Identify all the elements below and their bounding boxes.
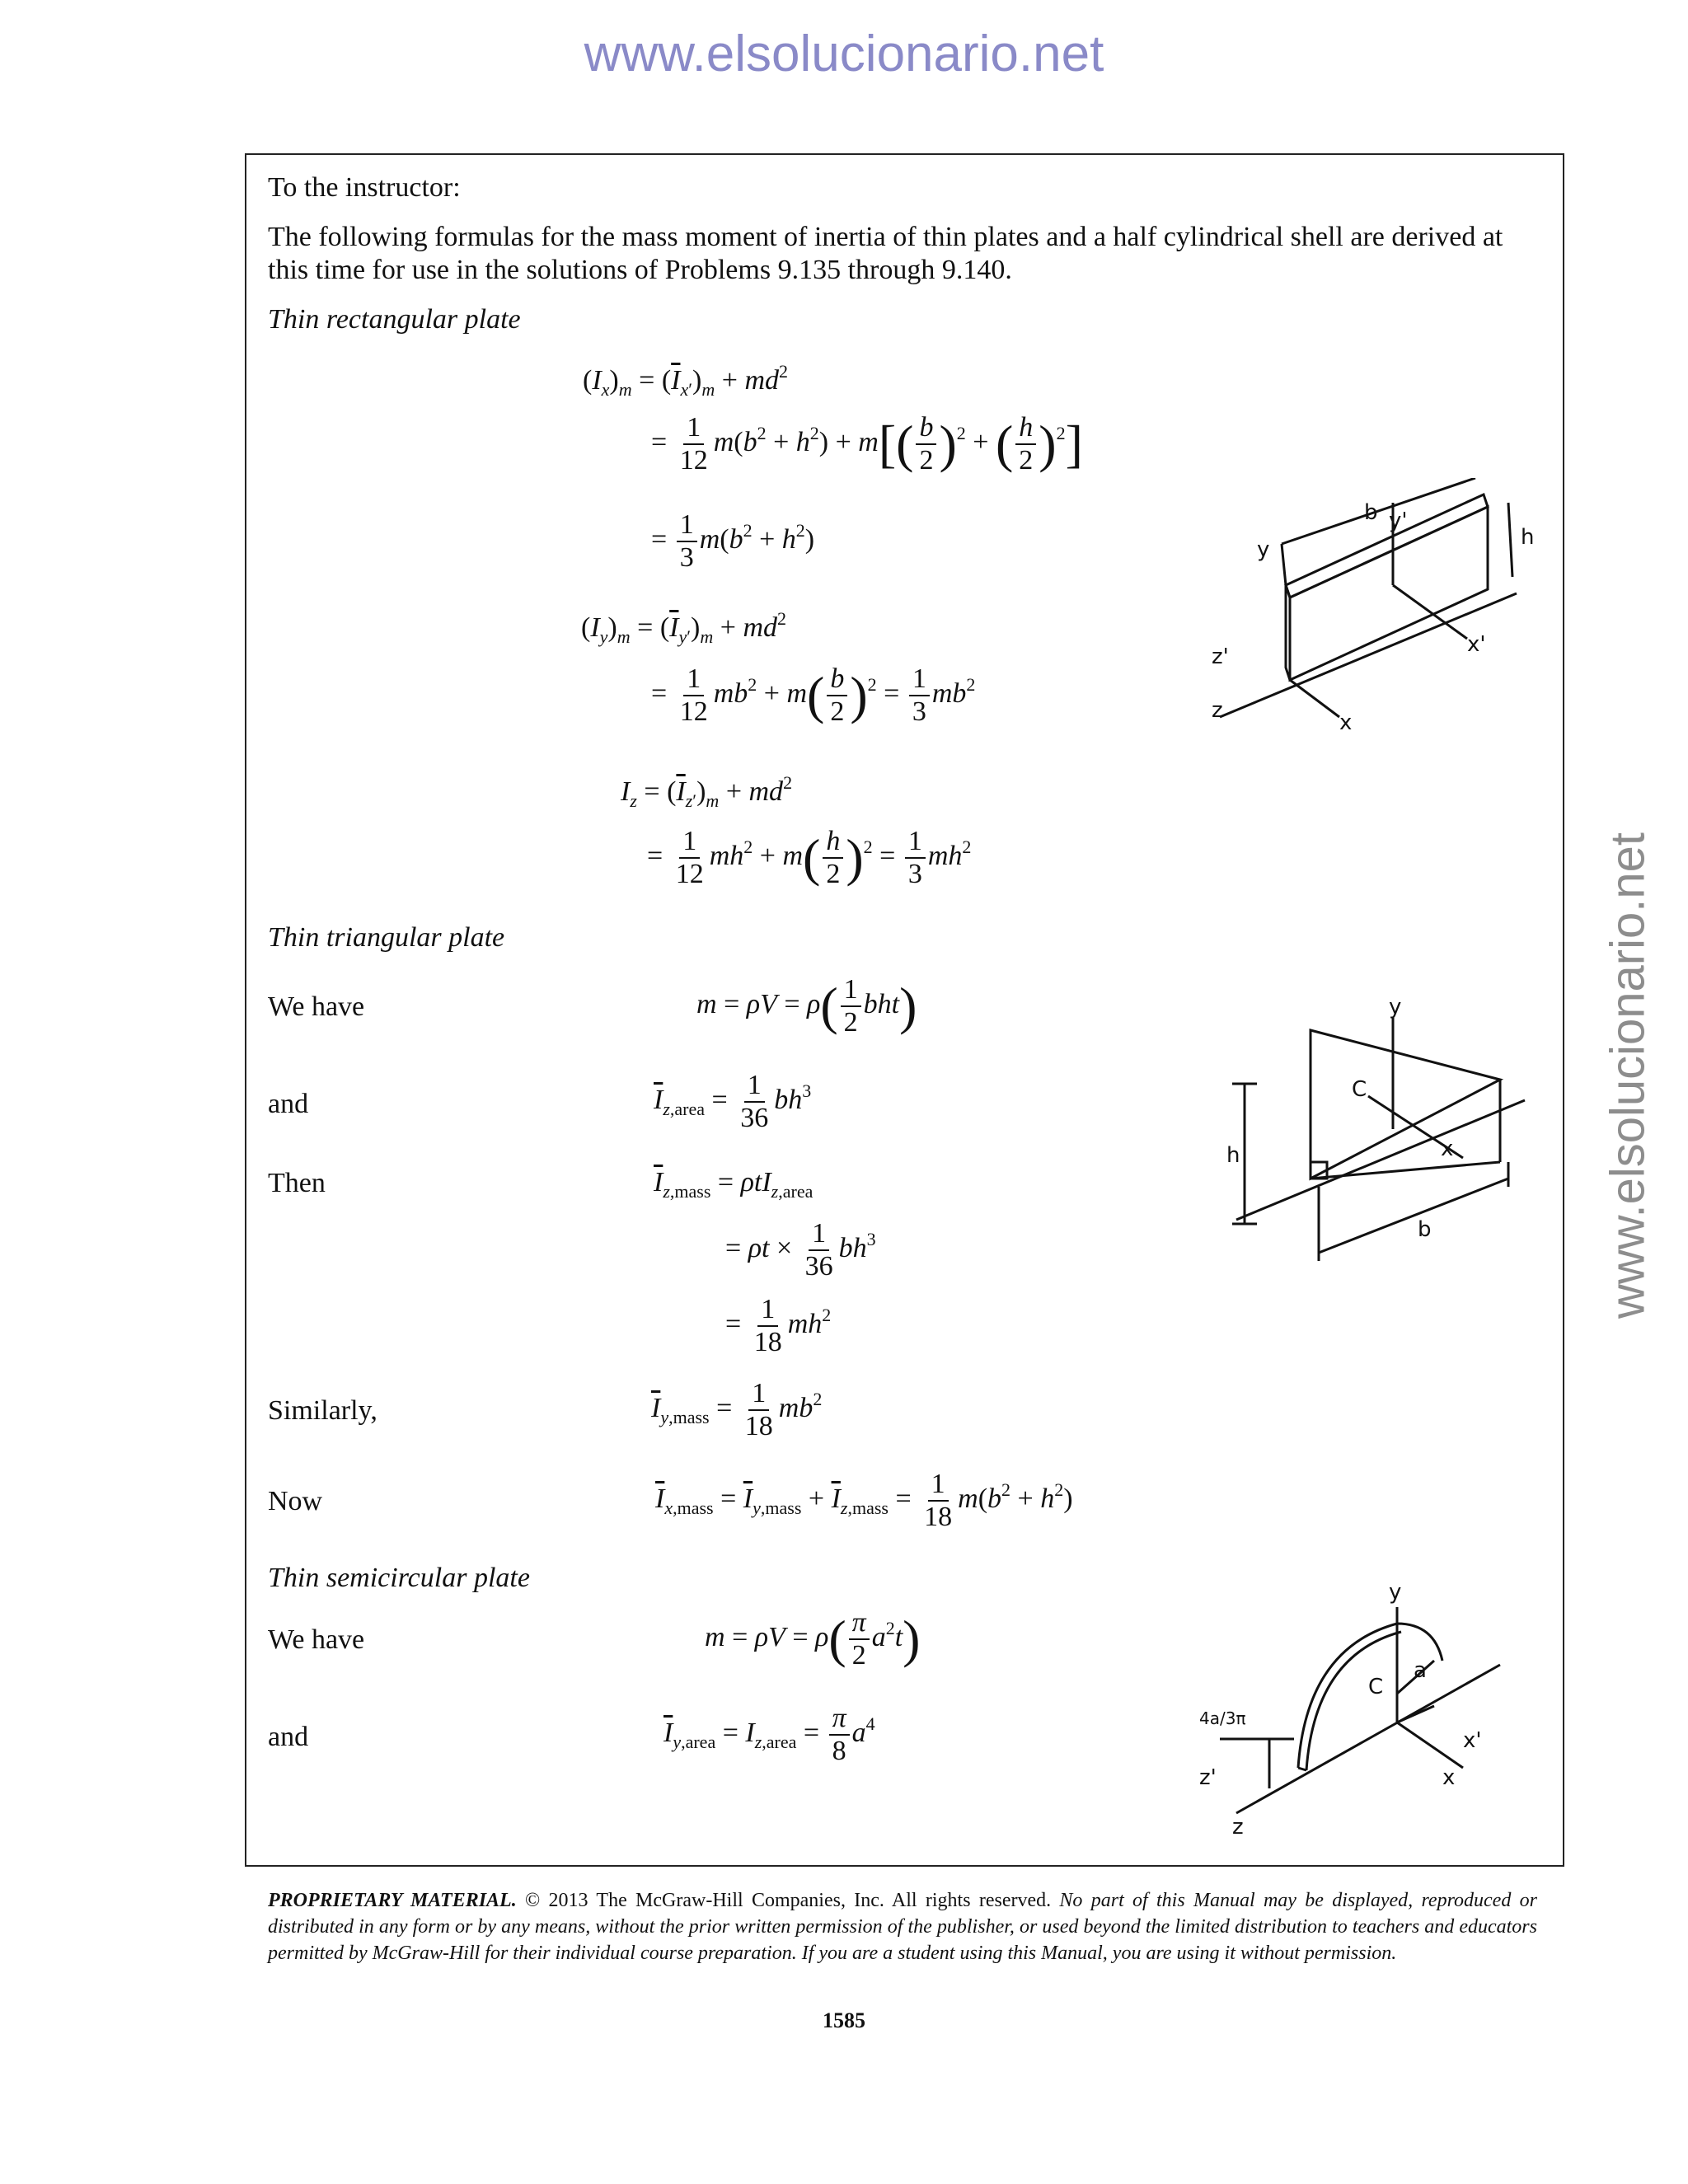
eq-semi-iy-area: $\overline{I}_{y,area} = I_{z,area}$ = $\frac{\pi}{8}$ $a^4$ (663, 1703, 875, 1766)
footer-notice-text: No part of this Manual may be displayed, reproduced or distributed in any form or by any means, without the prior written permission of the publisher, or used beyond the limited distribution to teachers and educators permitted by McGraw-Hill for their individual course preparation. If you are a student using this Manual, you are using it without permission. (268, 1890, 1537, 1964)
eq-tri-iy-mass: $\overline{I}_{y,mass}$ = $\frac{1}{18}$ $mb^2$ (651, 1378, 823, 1441)
label-then: Then (268, 1168, 326, 1198)
section-tri-title: Thin triangular plate (268, 922, 505, 953)
rect-label-h: h (1521, 525, 1535, 550)
page-number: 1585 (823, 2008, 865, 2032)
eq-tri-iz-area: $\overline{I}_{z,area}$ = $\frac{1}{36}$ $bh^3$ (654, 1070, 812, 1133)
eq-rect-iz-1: $I_z = (\overline{I}_{z'})_m + md^2$ (621, 772, 793, 811)
rect-label-y-prime: y' (1389, 509, 1408, 533)
section-semi-title: Thin semicircular plate (268, 1563, 530, 1593)
watermark-side[interactable]: www.elsolucionario.net (1601, 832, 1655, 1319)
semi-label-x: x (1442, 1765, 1456, 1790)
label-and-1: and (268, 1089, 309, 1119)
eq-rect-iy-1: $(I_y)_m = (\overline{I}_{y'})_m + md^2$ (581, 608, 787, 647)
eq-tri-iz-mass-2: = ρt × $\frac{1}{36}$ $bh^3$ (725, 1218, 876, 1282)
eq-rect-ix-3: = $\frac{1}{3}$ $m(b^2 + h^2)$ (651, 509, 815, 573)
rect-label-x-prime: x' (1467, 632, 1486, 657)
semi-label-c: C (1368, 1675, 1384, 1699)
section-rect-title: Thin rectangular plate (268, 304, 521, 335)
tri-plate-figure (1220, 997, 1533, 1277)
footer-bold: PROPRIETARY MATERIAL. (268, 1890, 517, 1911)
eq-rect-iy-2: = $\frac{1}{12}$ $mb^2 + m$( $\frac{b}{2}$ )$^2$ = $\frac{1}{3}$ $mb^2$ (651, 663, 976, 727)
tri-label-x: x (1441, 1137, 1454, 1161)
semi-label-a: a (1414, 1658, 1427, 1683)
intro-paragraph: The following formulas for the mass moment of inertia of thin plates and a half cylindrical shell are derived at this time for use in the solutions of Problems 9.135 through 9.140. (268, 222, 1503, 285)
semi-label-z: z (1232, 1815, 1244, 1840)
footer-notice (268, 1887, 1537, 1966)
rect-label-z: z (1212, 698, 1223, 723)
eq-tri-iz-mass-3: = $\frac{1}{18}$ $mh^2$ (725, 1294, 832, 1357)
eq-tri-ix-mass: $\overline{I}_{x,mass} = \overline{I}_{y,mass} + \overline{I}_{z,mass}$ = $\frac{1}{18}$ $m(b^2 + h^2)$ (655, 1469, 1073, 1532)
eq-rect-ix-2: = $\frac{1}{12}$ $m(b^2 + h^2) + m$[( $\frac{b}{2}$ )$^2$ + ( $\frac{h}{2}$ )$^2$] (651, 412, 1083, 476)
rect-label-z-prime: z' (1212, 644, 1229, 669)
label-similarly: Similarly, (268, 1395, 377, 1426)
rect-label-y: y (1257, 537, 1270, 562)
watermark-top[interactable]: www.elsolucionario.net (584, 26, 1104, 82)
eq-tri-iz-mass-1: $\overline{I}_{z,mass} = \rho tI_{z,area}$ (654, 1167, 814, 1202)
semi-label-y: y (1389, 1582, 1402, 1605)
semi-plate-figure (1195, 1582, 1508, 1846)
label-and-2: and (268, 1722, 309, 1752)
label-now: Now (268, 1486, 323, 1516)
semi-label-z-prime: z' (1199, 1765, 1217, 1790)
tri-label-y: y (1389, 997, 1402, 1019)
footer-copyright: © 2013 The McGraw-Hill Companies, Inc. All rights reserved. (516, 1890, 1060, 1911)
label-we-have-2: We have (268, 1624, 365, 1655)
label-we-have-1: We have (268, 991, 365, 1022)
tri-label-c: C (1352, 1077, 1367, 1102)
eq-rect-iz-2: = $\frac{1}{12}$ $mh^2 + m$( $\frac{h}{2}$ )$^2$ = $\frac{1}{3}$ $mh^2$ (647, 826, 972, 889)
rect-label-x: x (1339, 710, 1353, 735)
eq-tri-mass: m = ρV = ρ( $\frac{1}{2}$ bht) (696, 974, 917, 1038)
intro-heading: To the instructor: (268, 172, 461, 203)
semi-dimension-label: 4a/3π (1199, 1708, 1246, 1728)
tri-label-h: h (1226, 1143, 1240, 1168)
semi-label-x-prime: x' (1463, 1728, 1482, 1753)
tri-label-b: b (1418, 1217, 1432, 1242)
rect-label-b: b (1364, 500, 1378, 525)
eq-rect-ix-1: $(I_x)_m = (\overline{I}_{x'})_m + md^2$ (583, 361, 789, 400)
eq-semi-mass: m = ρV = ρ( $\frac{\pi}{2}$ $a^2t$) (705, 1607, 921, 1671)
rect-plate-figure (1203, 478, 1550, 742)
